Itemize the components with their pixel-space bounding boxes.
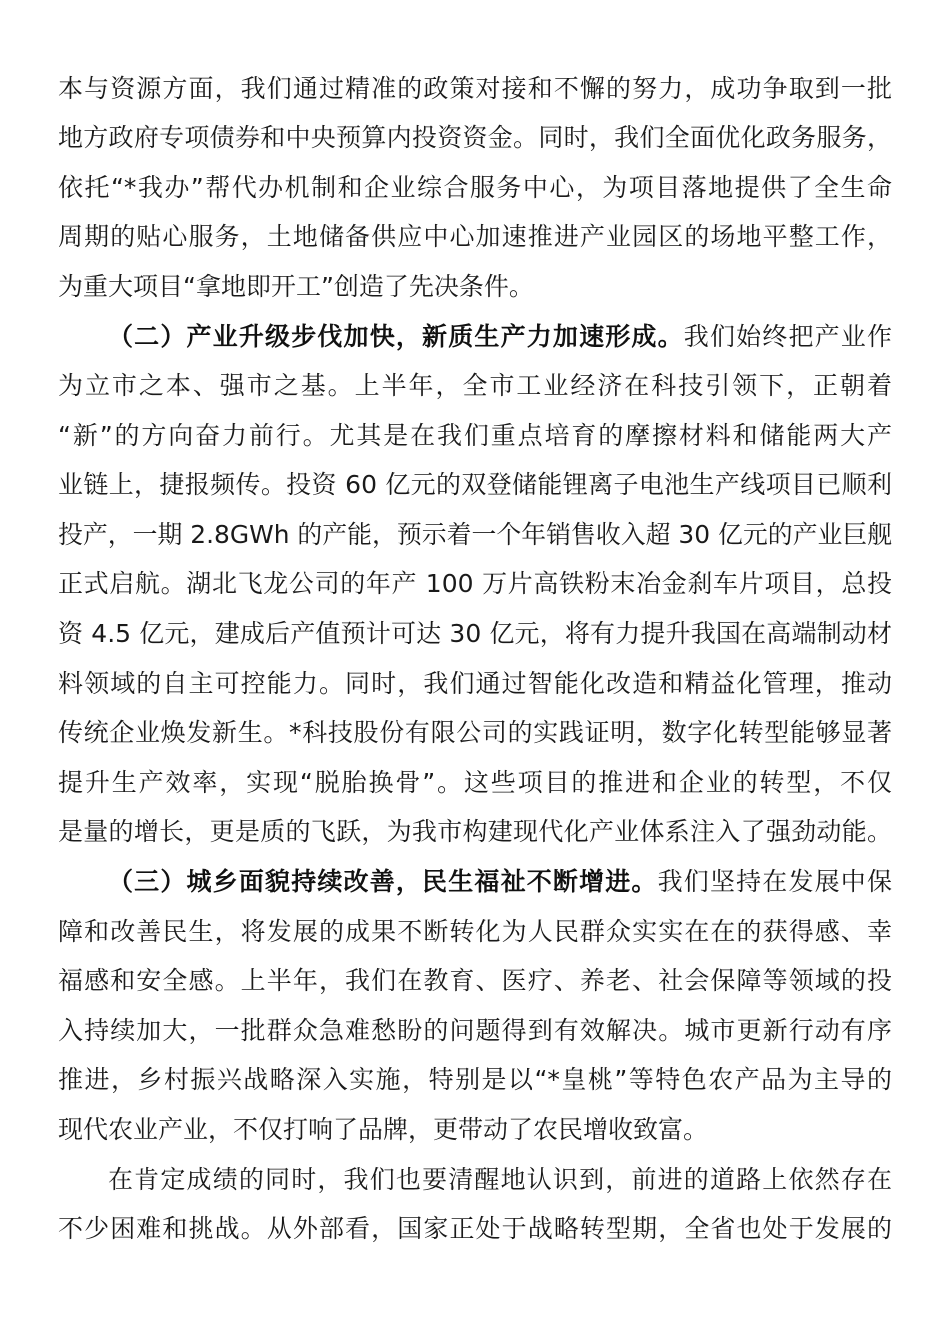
body-text-line: 推进，乡村振兴战略深入实施，特别是以“*皇桃”等特色农产品为主导的 <box>58 1065 892 1094</box>
body-text-line: 投产，一期 2.8GWh 的产能，预示着一个年销售收入超 30 亿元的产业巨舰 <box>58 520 893 549</box>
body-text-line: 料领域的自主可控能力。同时，我们通过智能化改造和精益化管理，推动 <box>58 669 892 698</box>
section-heading-line <box>108 862 892 902</box>
body-text-line: 依托“*我办”帮代办机制和企业综合服务中心，为项目落地提供了全生命 <box>58 173 892 202</box>
body-text-line: 提升生产效率，实现“脱胎换骨”。这些项目的推进和企业的转型，不仅 <box>58 768 892 797</box>
body-text-line: 业链上，捷报频传。投资 60 亿元的双登储能锂离子电池生产线项目已顺利 <box>58 470 892 499</box>
body-text-line: 地方政府专项债券和中央预算内投资资金。同时，我们全面优化政务服务， <box>58 123 892 152</box>
body-text-line: 是量的增长，更是质的飞跃，为我市构建现代化产业体系注入了强劲动能。 <box>58 817 892 846</box>
section-heading: （三）城乡面貌持续改善，民生福祉不断增进。 <box>108 867 658 896</box>
body-text-line: 为重大项目“拿地即开工”创造了先决条件。 <box>58 272 534 301</box>
body-text-line: 为立市之本、强市之基。上半年，全市工业经济在科技引领下，正朝着 <box>58 371 892 400</box>
body-text-line: 资 4.5 亿元，建成后产值预计可达 30 亿元，将有力提升我国在高端制动材 <box>58 619 892 648</box>
body-text-line: 正式启航。湖北飞龙公司的年产 100 万片高铁粉末冶金刹车片项目，总投 <box>58 569 892 598</box>
body-text-line: 传统企业焕发新生。*科技股份有限公司的实践证明，数字化转型能够显著 <box>58 718 892 747</box>
section-heading: （二）产业升级步伐加快，新质生产力加速形成。 <box>108 322 684 351</box>
body-text: 我们始终把产业作 <box>683 322 892 351</box>
body-text-line: 现代农业产业，不仅打响了品牌，更带动了农民增收致富。 <box>58 1115 709 1144</box>
body-text-line: 福感和安全感。上半年，我们在教育、医疗、养老、社会保障等领域的投 <box>58 966 892 995</box>
body-text: 我们坚持在发展中保 <box>657 867 892 896</box>
body-text-line: 不少困难和挑战。从外部看，国家正处于战略转型期，全省也处于发展的 <box>58 1214 892 1243</box>
body-text-line: 周期的贴心服务，土地储备供应中心加速推进产业园区的场地平整工作， <box>58 222 892 251</box>
section-heading-line <box>108 317 892 357</box>
body-text-line: 在肯定成绩的同时，我们也要清醒地认识到，前进的道路上依然存在 <box>108 1165 892 1194</box>
body-text-line: 本与资源方面，我们通过精准的政策对接和不懈的努力，成功争取到一批 <box>58 74 892 103</box>
body-text-line: 入持续加大，一批群众急难愁盼的问题得到有效解决。城市更新行动有序 <box>58 1016 892 1045</box>
body-text-line: 障和改善民生，将发展的成果不断转化为人民群众实实在在的获得感、幸 <box>58 917 892 946</box>
body-text-line: “新”的方向奋力前行。尤其是在我们重点培育的摩擦材料和储能两大产 <box>58 421 892 450</box>
